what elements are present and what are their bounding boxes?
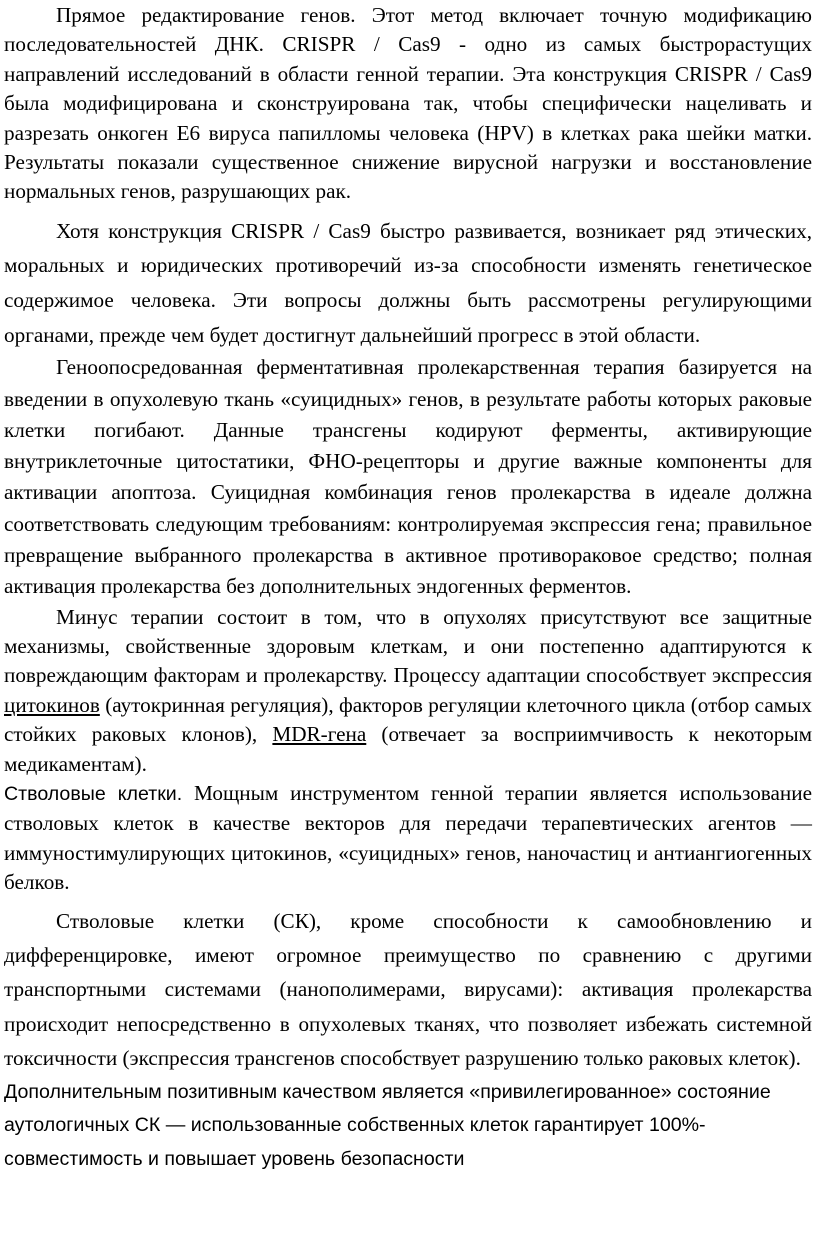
text-segment: Мощным инструментом генной терапии является использование стволовых клеток в качестве векторов для передачи терапевтических агентов — иммуностимулирующих цитокинов, «суицидных» генов, наночастиц и антиангиогенных белков.	[4, 781, 812, 895]
document-page	[0, 1, 816, 1260]
text-segment: (отвечает за восприимчивость к некоторым медикаментам).	[4, 722, 812, 776]
mdr-gene-link[interactable]: MDR-гена	[272, 722, 367, 747]
paragraph-stem-cells	[4, 779, 812, 898]
paragraph-ethics: Хотя конструкция CRISPR / Cas9 быстро развивается, возникает ряд этических, моральных и юридических противоречий из-за способности изменять генетическое содержимое человека. Эти вопросы должны быть рассмотрены регулирующими органами, прежде чем будет достигнут дальнейший прогресс в этой области.	[4, 218, 812, 347]
cytokines-link[interactable]: цитокинов	[4, 692, 100, 717]
paragraph-autologous-cells: Дополнительным позитивным качеством является «привилегированное» состояние аутологичных СК — использованные собственных клеток гарантирует 100%-совместимость и повышает уровень безопасности	[4, 1080, 771, 1170]
text-segment: Минус терапии состоит в том, что в опухолях присутствуют все защитные механизмы, свойственные здоровым клеткам, и они постепенно адаптируются к повреждающим факторам и пролекарству. Процессу адаптации способствует экспрессия	[4, 604, 812, 688]
paragraph-therapy-drawback	[4, 603, 812, 779]
stem-cells-heading: Стволовые клетки.	[4, 783, 183, 806]
text-segment: (аутокринная регуляция), факторов регуляции клеточного цикла (отбор самых стойких раковых клонов),	[4, 692, 812, 747]
paragraph-prodrug-therapy: Геноопосредованная ферментативная пролекарственная терапия базируется на введении в опухолевую ткань «суицидных» генов, в результате работы которых раковые клетки погибают. Данные трансгены кодируют ферменты, активирующие внутриклеточные цитостатики, ФНО-рецепторы и другие важные компоненты для активации апоптоза. Суицидная комбинация генов пролекарства в идеале должна соответствовать следующим требованиям: контролируемая экспрессия гена; правильное превращение выбранного пролекарства в активное противораковое средство; полная активация пролекарства без дополнительных эндогенных ферментов.	[4, 355, 812, 599]
paragraph-stem-cell-advantages: Стволовые клетки (СК), кроме способности к самообновлению и дифференцировке, имеют огромное преимущество по сравнению с другими транспортными системами (нанополимерами, вирусами): активация пролекарства происходит непосредственно в опухолевых тканях, что позволяет избежать системной токсичности (экспрессия трансгенов способствует разрушению только раковых клеток).	[4, 908, 812, 1071]
paragraph-gene-editing: Прямое редактирование генов. Этот метод включает точную модификацию последовательностей ДНК. CRISPR / Cas9 - одно из самых быстрорастущих направлений исследований в области генной терапии. Эта конструкция CRISPR / Cas9 была модифицирована и сконструирована так, чтобы специфически нацеливать и разрезать онкоген E6 вируса папилломы человека (HPV) в клетках рака шейки матки. Результаты показали существенное снижение вирусной нагрузки и восстановление нормальных генов, разрушающих рак.	[4, 3, 812, 204]
